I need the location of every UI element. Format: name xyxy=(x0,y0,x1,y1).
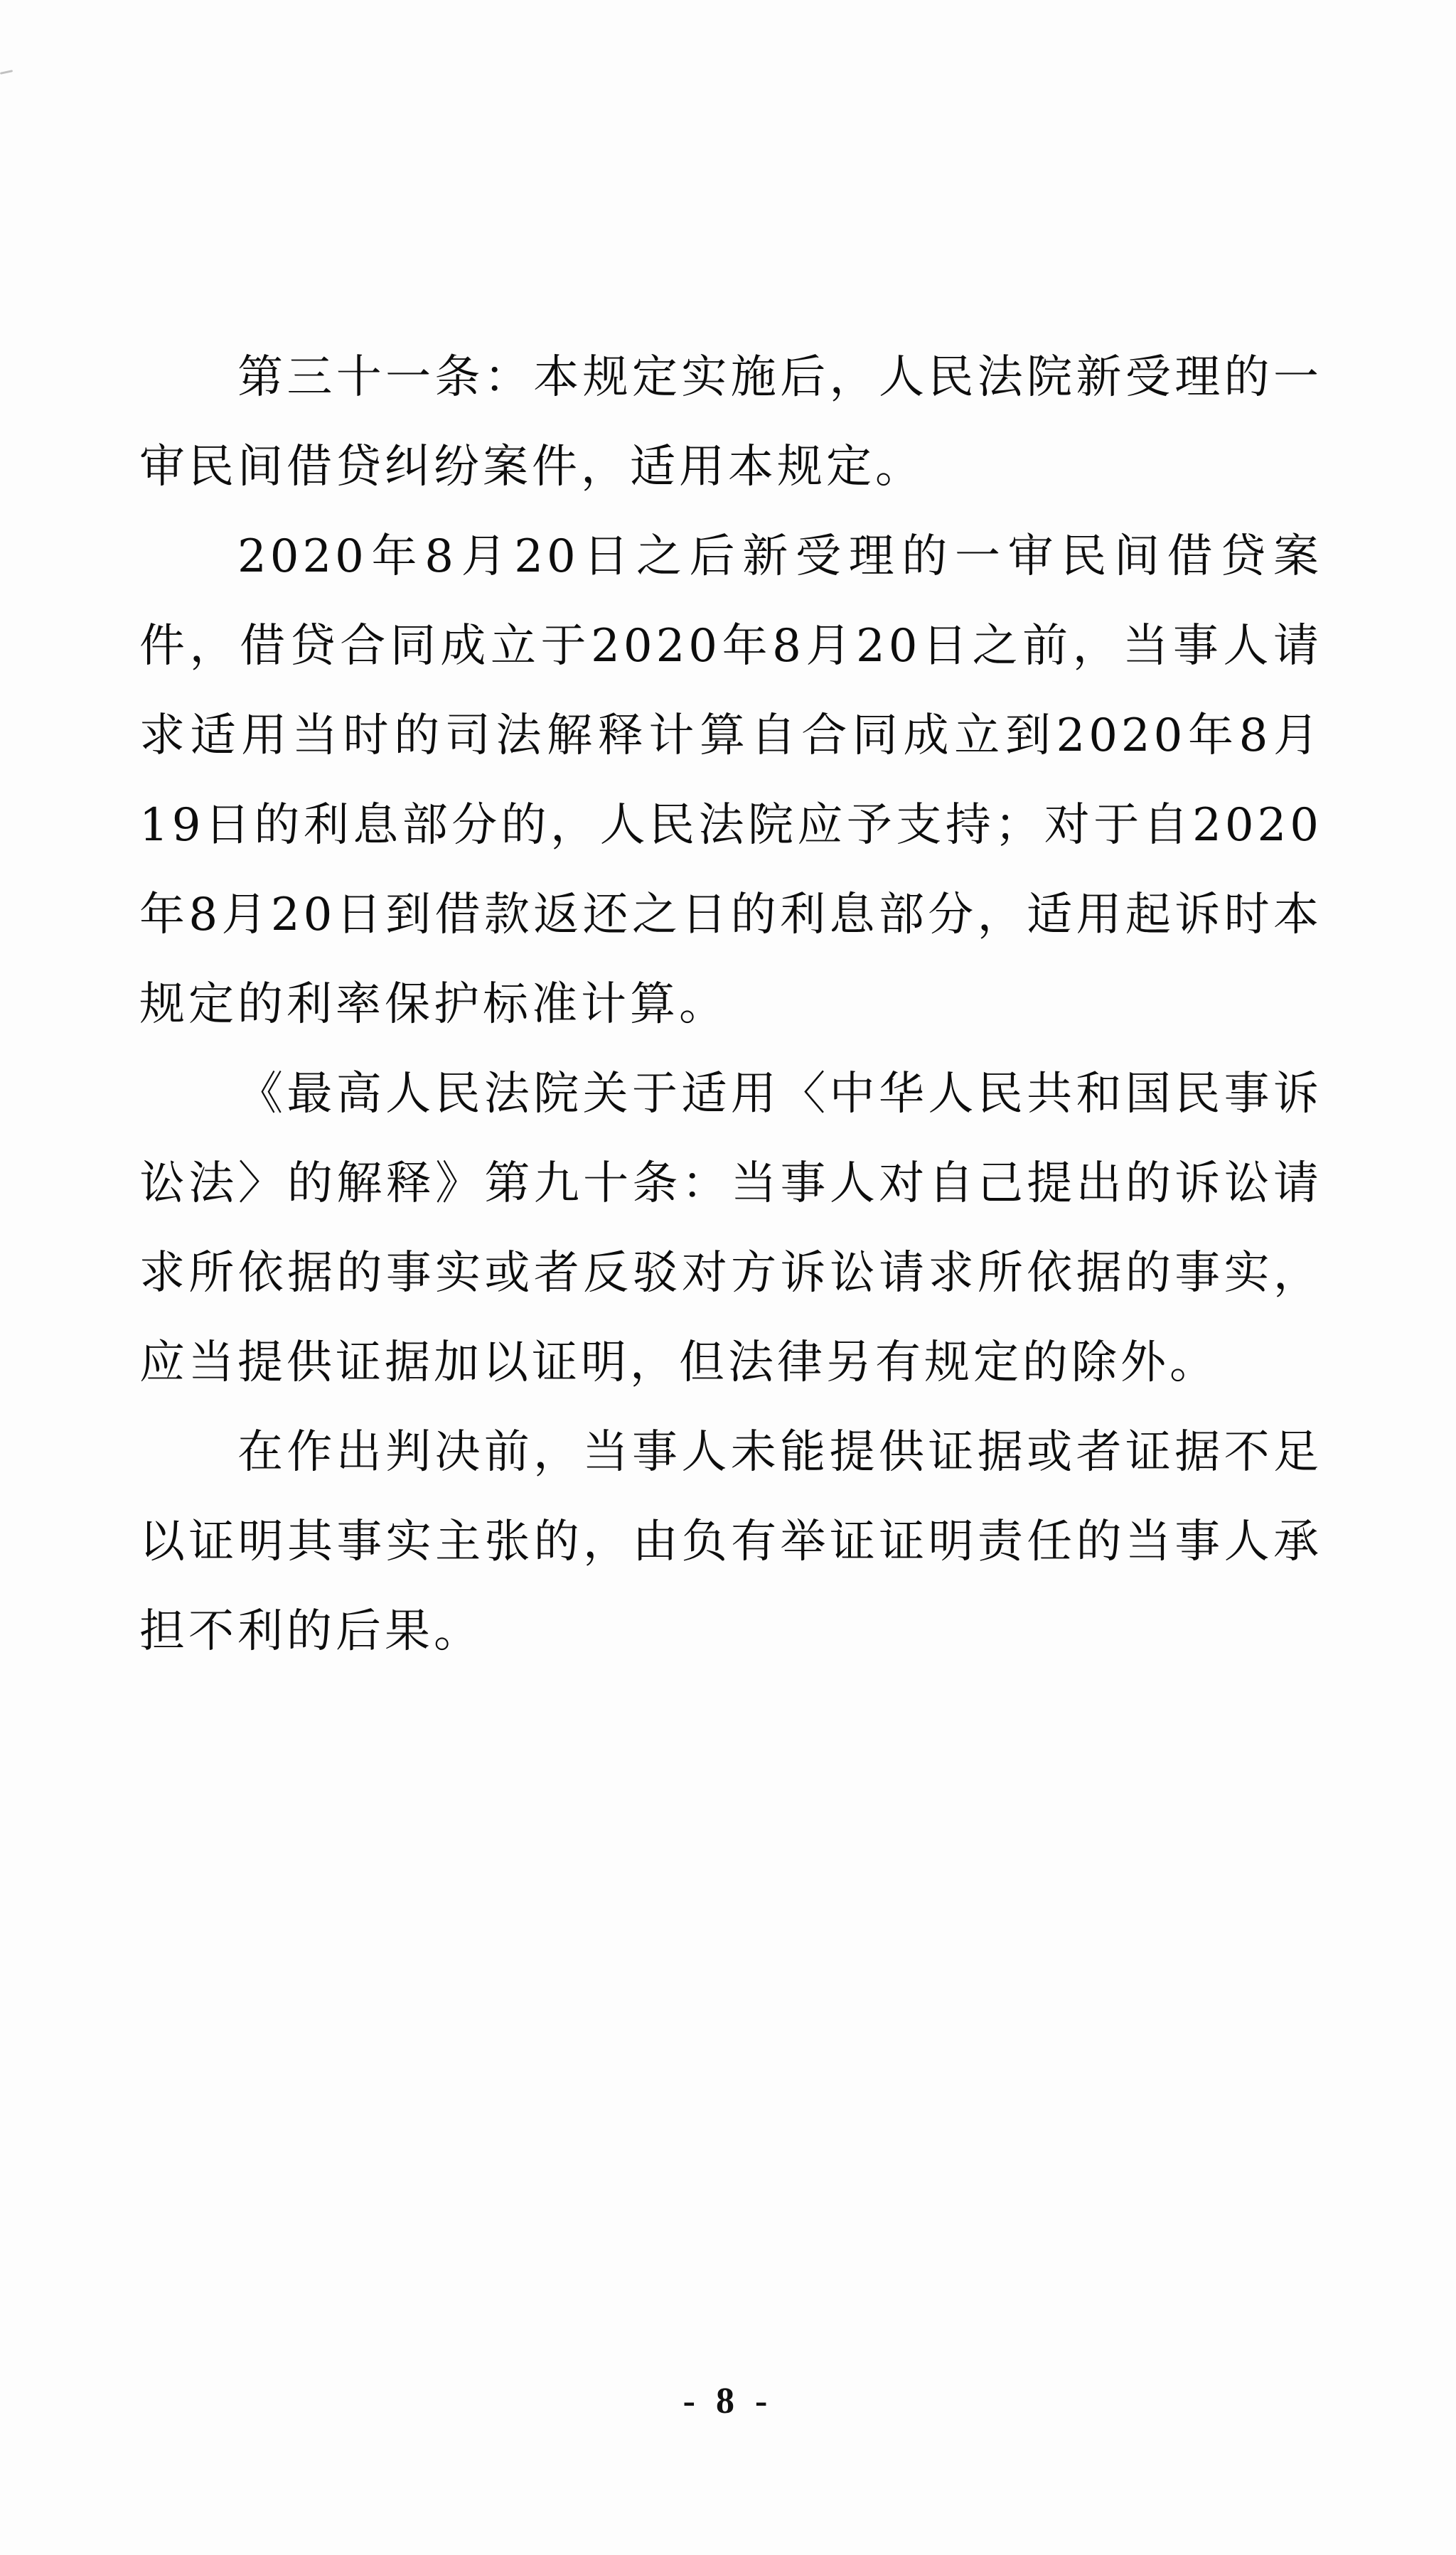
paragraph-burden-of-proof: 在作出判决前，当事人未能提供证据或者证据不足以证明其事实主张的，由负有举证证明责任的当事人承担不利的后果。 xyxy=(139,1426,1322,1658)
document-body xyxy=(139,333,1322,1676)
paragraph-article-31: 第三十一条：本规定实施后，人民法院新受理的一审民间借贷纠纷案件，适用本规定。 xyxy=(139,351,1322,493)
paragraph-transition-rule: 2020年8月20日之后新受理的一审民间借贷案件，借贷合同成立于2020年8月20日之前，当事人请求适用当时的司法解释计算自合同成立到2020年8月19日的利息部分的，人民法院应予支持；对于自2020年8月20日到借款返还之日的利息部分，适用起诉时本规定的利率保护标准计算。 xyxy=(139,530,1322,1031)
scan-artifact-mark xyxy=(0,70,13,75)
paragraph-article-90: 《最高人民法院关于适用〈中华人民共和国民事诉讼法〉的解释》第九十条：当事人对自己提出的诉讼请求所依据的事实或者反驳对方诉讼请求所依据的事实，应当提供证据加以证明，但法律另有规定的除外。 xyxy=(139,1068,1322,1389)
page-number: - 8 - xyxy=(682,2381,774,2421)
